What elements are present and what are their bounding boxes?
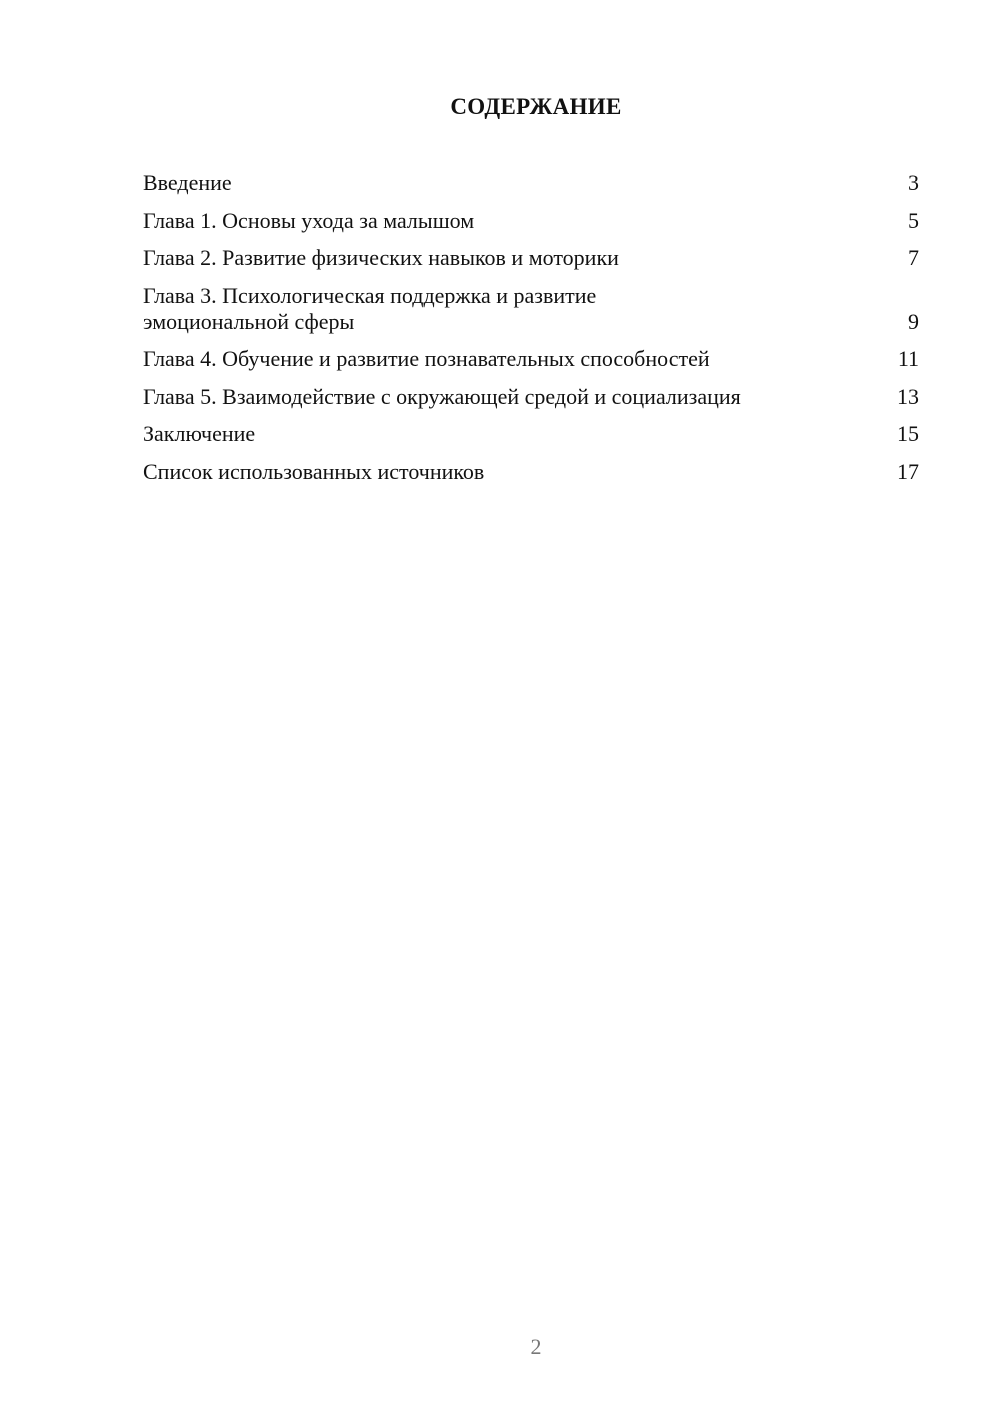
toc-entry-references[interactable]: [143, 459, 919, 485]
toc-entry-label-line: эмоциональной сферы: [143, 308, 355, 334]
page-number: 2: [530, 1334, 542, 1359]
toc-entry-page: 13: [897, 383, 919, 409]
toc-entry-introduction[interactable]: [143, 170, 919, 196]
toc-entry-label: Заключение: [143, 421, 256, 446]
toc-entry-label: [143, 283, 895, 335]
toc-entry-label: Введение: [143, 170, 232, 195]
toc-entry-page: 17: [897, 458, 919, 484]
toc-entry-chapter-5[interactable]: [143, 384, 919, 410]
toc-entry-page: 7: [908, 245, 919, 270]
page-title: СОДЕРЖАНИЕ: [450, 94, 622, 119]
toc-entry-label-line: Глава 3. Психологическая поддержка и развитие: [143, 282, 597, 308]
toc-entry-label: Глава 4. Обучение и развитие познавательных способностей: [143, 346, 710, 371]
toc-entry-chapter-4[interactable]: [143, 346, 919, 372]
toc-entry-page: 15: [897, 421, 919, 446]
toc-entry-page: 11: [897, 346, 919, 371]
toc-entry-label: Глава 5. Взаимодействие с окружающей средой и социализация: [143, 383, 741, 409]
toc-entry-page: 9: [908, 308, 919, 334]
toc-entry-page: 5: [908, 207, 919, 233]
toc-entry-label: Список использованных источников: [143, 458, 485, 484]
toc-entry-page: 3: [908, 170, 919, 195]
toc-entry-chapter-3[interactable]: [143, 283, 919, 335]
table-of-contents: [143, 170, 919, 496]
toc-entry-chapter-1[interactable]: [143, 208, 919, 234]
toc-entry-chapter-2[interactable]: [143, 245, 919, 271]
toc-entry-conclusion[interactable]: [143, 421, 919, 447]
toc-entry-label: Глава 2. Развитие физических навыков и моторики: [143, 245, 619, 270]
toc-entry-label: Глава 1. Основы ухода за малышом: [143, 207, 475, 233]
